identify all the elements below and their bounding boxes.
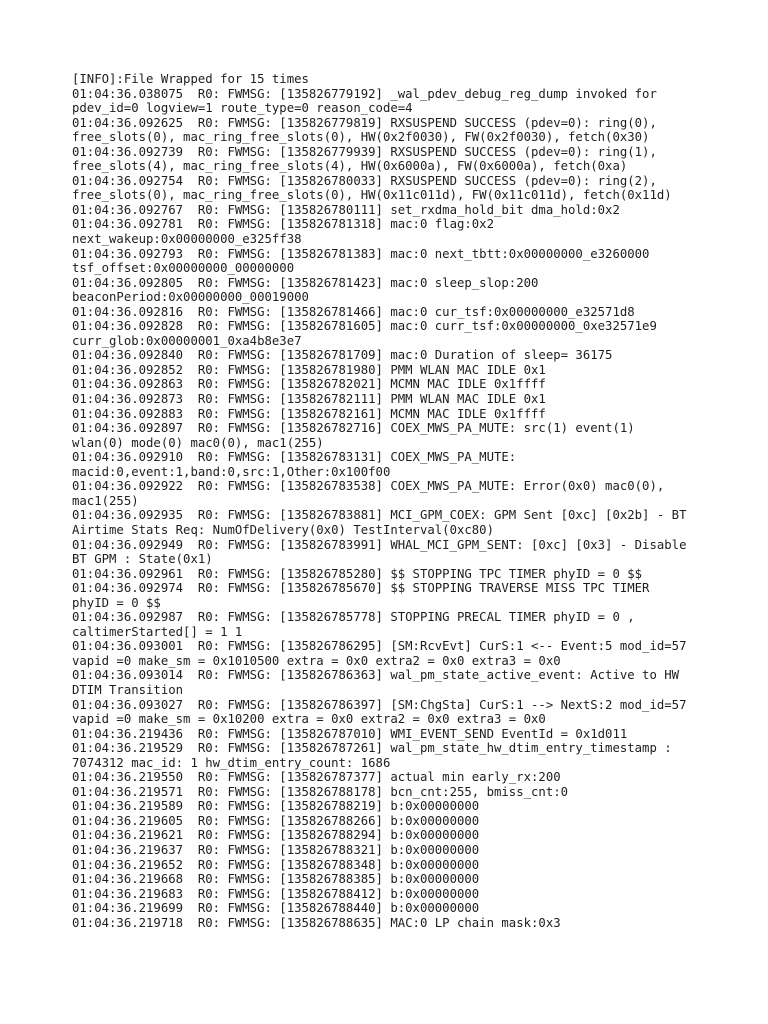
log-line: free_slots(4), mac_ring_free_slots(4), HW(0x6000a), FW(0x6000a), fetch(0xa) <box>72 159 628 174</box>
log-text-block <box>72 72 712 930</box>
log-line: 01:04:36.092935 R0: FWMSG: [135826783881] MCI_GPM_COEX: GPM Sent [0xc] [0x2b] - BT <box>72 508 687 523</box>
log-line: 01:04:36.092840 R0: FWMSG: [135826781709] mac:0 Duration of sleep= 36175 <box>72 348 613 363</box>
log-line: 01:04:36.219668 R0: FWMSG: [135826788385] b:0x00000000 <box>72 872 480 887</box>
log-line: caltimerStarted[] = 1 1 <box>72 624 243 639</box>
log-line: next_wakeup:0x00000000_e325ff38 <box>72 232 302 247</box>
log-line: curr_glob:0x00000001_0xa4b8e3e7 <box>72 333 302 348</box>
log-line: 01:04:36.092852 R0: FWMSG: [135826781980] PMM WLAN MAC IDLE 0x1 <box>72 362 546 377</box>
log-line: 01:04:36.092863 R0: FWMSG: [135826782021] MCMN MAC IDLE 0x1ffff <box>72 377 546 392</box>
log-line: 01:04:36.219529 R0: FWMSG: [135826787261] wal_pm_state_hw_dtim_entry_timestamp : <box>72 741 672 756</box>
log-line: 01:04:36.219683 R0: FWMSG: [135826788412] b:0x00000000 <box>72 886 480 901</box>
log-line: 01:04:36.092873 R0: FWMSG: [135826782111] PMM WLAN MAC IDLE 0x1 <box>72 392 546 407</box>
log-line: 01:04:36.219621 R0: FWMSG: [135826788294] b:0x00000000 <box>72 828 480 843</box>
log-line: 01:04:36.092910 R0: FWMSG: [135826783131] COEX_MWS_PA_MUTE: <box>72 450 517 465</box>
log-line: 01:04:36.092781 R0: FWMSG: [135826781318] mac:0 flag:0x2 <box>72 217 494 232</box>
log-line: 01:04:36.092961 R0: FWMSG: [135826785280] $$ STOPPING TPC TIMER phyID = 0 $$ <box>72 566 643 581</box>
log-line: wlan(0) mode(0) mac0(0), mac1(255) <box>72 435 324 450</box>
log-line: free_slots(0), mac_ring_free_slots(0), HW(0x11c011d), FW(0x11c011d), fetch(0x11d) <box>72 188 672 203</box>
log-line: 01:04:36.219436 R0: FWMSG: [135826787010] WMI_EVENT_SEND EventId = 0x1d011 <box>72 726 628 741</box>
log-line: 01:04:36.092987 R0: FWMSG: [135826785778] STOPPING PRECAL TIMER phyID = 0 , <box>72 610 635 625</box>
log-line: 01:04:36.093001 R0: FWMSG: [135826786295] [SM:RcvEvt] CurS:1 <-- Event:5 mod_id=57 <box>72 639 687 654</box>
log-line: 01:04:36.092828 R0: FWMSG: [135826781605] mac:0 curr_tsf:0x00000000_0xe32571e9 <box>72 319 657 334</box>
log-line: 01:04:36.219652 R0: FWMSG: [135826788348] b:0x00000000 <box>72 857 480 872</box>
log-line: vapid =0 make_sm = 0x1010500 extra = 0x0 extra2 = 0x0 extra3 = 0x0 <box>72 653 561 668</box>
log-line: 01:04:36.219571 R0: FWMSG: [135826788178] bcn_cnt:255, bmiss_cnt:0 <box>72 784 569 799</box>
log-line: 01:04:36.092625 R0: FWMSG: [135826779819] RXSUSPEND SUCCESS (pdev=0): ring(0), <box>72 115 657 130</box>
log-line: tsf_offset:0x00000000_00000000 <box>72 261 295 276</box>
log-line: Airtime Stats Req: NumOfDelivery(0x0) TestInterval(0xc80) <box>72 522 494 537</box>
log-line: beaconPeriod:0x00000000_00019000 <box>72 290 309 305</box>
log-line: 01:04:36.092816 R0: FWMSG: [135826781466] mac:0 cur_tsf:0x00000000_e32571d8 <box>72 304 635 319</box>
log-line: 01:04:36.219637 R0: FWMSG: [135826788321] b:0x00000000 <box>72 842 480 857</box>
log-line: 01:04:36.219605 R0: FWMSG: [135826788266] b:0x00000000 <box>72 813 480 828</box>
log-line: 01:04:36.093027 R0: FWMSG: [135826786397] [SM:ChgSta] CurS:1 --> NextS:2 mod_id=57 <box>72 697 687 712</box>
log-line: DTIM Transition <box>72 682 184 697</box>
log-line: macid:0,event:1,band:0,src:1,Other:0x100f00 <box>72 464 391 479</box>
log-line: 01:04:36.092805 R0: FWMSG: [135826781423] mac:0 sleep_slop:200 <box>72 275 539 290</box>
log-line: 01:04:36.219699 R0: FWMSG: [135826788440] b:0x00000000 <box>72 901 480 916</box>
log-line: 01:04:36.219550 R0: FWMSG: [135826787377] actual min early_rx:200 <box>72 770 561 785</box>
log-line: 01:04:36.092949 R0: FWMSG: [135826783991] WHAL_MCI_GPM_SENT: [0xc] [0x3] - Disable <box>72 537 687 552</box>
log-line: mac1(255) <box>72 493 139 508</box>
log-line: 01:04:36.092767 R0: FWMSG: [135826780111] set_rxdma_hold_bit dma_hold:0x2 <box>72 202 620 217</box>
log-line: pdev_id=0 logview=1 route_type=0 reason_code=4 <box>72 101 413 116</box>
log-line: 01:04:36.219589 R0: FWMSG: [135826788219] b:0x00000000 <box>72 799 480 814</box>
log-line: 01:04:36.092883 R0: FWMSG: [135826782161] MCMN MAC IDLE 0x1ffff <box>72 406 546 421</box>
log-line: BT GPM : State(0x1) <box>72 552 213 567</box>
log-line: [INFO]:File Wrapped for 15 times <box>72 72 309 86</box>
log-line: free_slots(0), mac_ring_free_slots(0), HW(0x2f0030), FW(0x2f0030), fetch(0x30) <box>72 130 650 145</box>
log-line: 01:04:36.092897 R0: FWMSG: [135826782716] COEX_MWS_PA_MUTE: src(1) event(1) <box>72 421 635 436</box>
log-line: 01:04:36.038075 R0: FWMSG: [135826779192] _wal_pdev_debug_reg_dump invoked for <box>72 86 657 101</box>
log-line: 01:04:36.093014 R0: FWMSG: [135826786363] wal_pm_state_active_event: Active to HW <box>72 668 680 683</box>
log-line: 7074312 mac_id: 1 hw_dtim_entry_count: 1686 <box>72 755 391 770</box>
log-line: 01:04:36.092922 R0: FWMSG: [135826783538] COEX_MWS_PA_MUTE: Error(0x0) mac0(0), <box>72 479 665 494</box>
log-line: 01:04:36.092754 R0: FWMSG: [135826780033] RXSUSPEND SUCCESS (pdev=0): ring(2), <box>72 173 657 188</box>
log-line: vapid =0 make_sm = 0x10200 extra = 0x0 extra2 = 0x0 extra3 = 0x0 <box>72 712 546 727</box>
log-line: 01:04:36.092974 R0: FWMSG: [135826785670] $$ STOPPING TRAVERSE MISS TPC TIMER <box>72 581 650 596</box>
log-line: phyID = 0 $$ <box>72 595 161 610</box>
log-line: 01:04:36.219718 R0: FWMSG: [135826788635] MAC:0 LP chain mask:0x3 <box>72 915 561 930</box>
log-line: 01:04:36.092739 R0: FWMSG: [135826779939] RXSUSPEND SUCCESS (pdev=0): ring(1), <box>72 144 657 159</box>
log-line: 01:04:36.092793 R0: FWMSG: [135826781383] mac:0 next_tbtt:0x00000000_e3260000 <box>72 246 650 261</box>
